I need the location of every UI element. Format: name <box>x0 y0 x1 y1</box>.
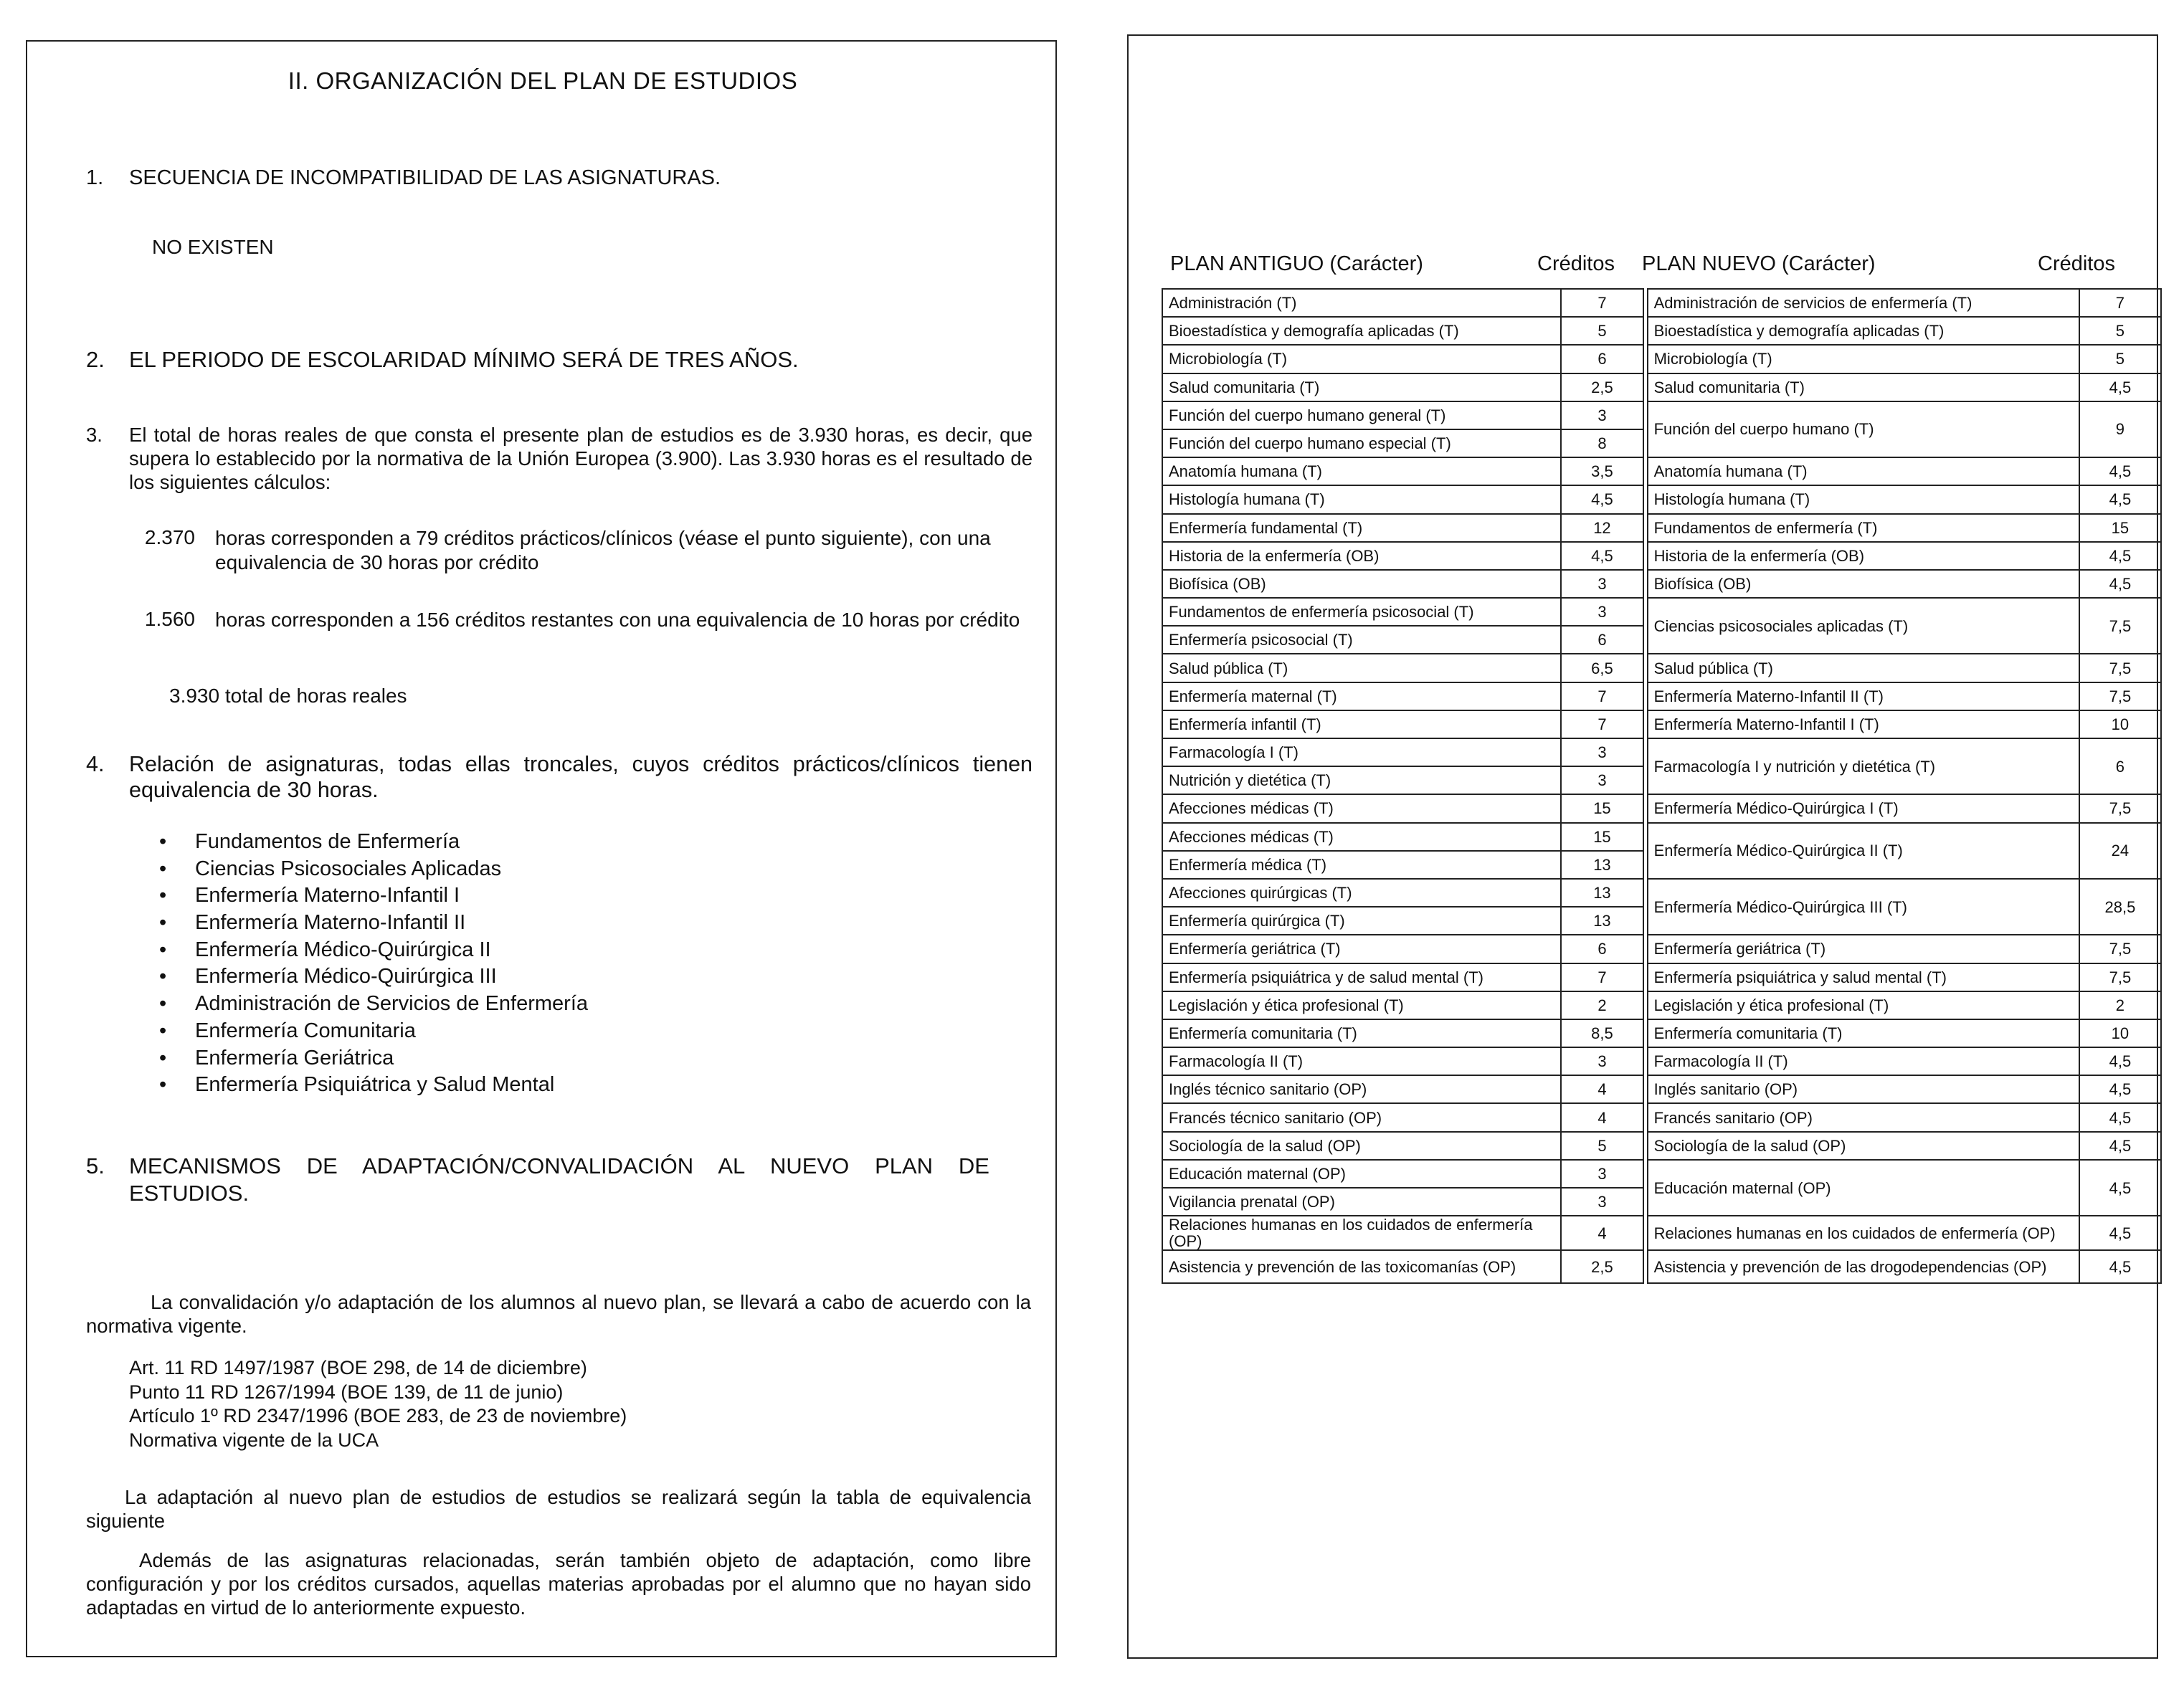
new-subject-cell: Farmacología II (T) <box>1648 1047 2079 1075</box>
old-subject-cell: Biofísica (OB) <box>1162 570 1561 598</box>
old-credits-cell: 2,5 <box>1561 373 1643 401</box>
table-row <box>1162 794 2161 822</box>
equivalence-table <box>1162 288 2162 1284</box>
norm-item: Art. 11 RD 1497/1987 (BOE 298, de 14 de diciembre) <box>129 1357 587 1378</box>
new-subject-cell: Educación maternal (OP) <box>1648 1160 2079 1216</box>
old-credits-cell: 3 <box>1561 766 1643 794</box>
calc-2-hours: 1.560 <box>144 608 195 630</box>
column-gap <box>1643 851 1648 879</box>
column-gap <box>1643 626 1648 654</box>
old-credits-cell: 3 <box>1561 570 1643 598</box>
table-row <box>1162 317 2161 345</box>
new-subject-cell: Enfermería Médico-Quirúrgica I (T) <box>1648 794 2079 822</box>
old-subject-cell: Microbiología (T) <box>1162 345 1561 373</box>
section-text: MECANISMOS DE ADAPTACIÓN/CONVALIDACIÓN AL NUEVO PLAN DE ESTUDIOS. <box>129 1153 989 1206</box>
old-credits-cell: 7 <box>1561 289 1643 317</box>
table-row <box>1162 514 2161 542</box>
new-subject-cell: Francés sanitario (OP) <box>1648 1103 2079 1131</box>
new-credits-cell: 4,5 <box>2079 542 2161 570</box>
old-subject-cell: Función del cuerpo humano general (T) <box>1162 401 1561 429</box>
table-row <box>1162 485 2161 513</box>
new-credits-cell: 4,5 <box>2079 570 2161 598</box>
new-credits-cell: 10 <box>2079 710 2161 738</box>
new-credits-cell: 28,5 <box>2079 879 2161 935</box>
table-row <box>1162 1103 2161 1131</box>
new-credits-cell: 2 <box>2079 991 2161 1019</box>
new-credits-cell: 7,5 <box>2079 963 2161 991</box>
new-subject-cell: Salud pública (T) <box>1648 654 2079 682</box>
table-row <box>1162 935 2161 963</box>
new-subject-cell: Anatomía humana (T) <box>1648 457 2079 485</box>
table-row <box>1162 373 2161 401</box>
new-subject-cell: Enfermería comunitaria (T) <box>1648 1019 2079 1047</box>
convalidation-paragraph: La convalidación y/o adaptación de los alumnos al nuevo plan, se llevará a cabo de acuerdo con la normativa vigente. <box>86 1291 1031 1337</box>
old-subject-cell: Enfermería psiquiátrica y de salud mental (T) <box>1162 963 1561 991</box>
additional-paragraph: Además de las asignaturas relacionadas, serán también objeto de adaptación, como libre configuración y por los créditos cursados, aquellas materias aprobadas por el alumno que no hayan sido adaptadas en virtud de lo anteriormente expuesto. <box>86 1549 1031 1619</box>
old-credits-cell: 3,5 <box>1561 457 1643 485</box>
old-subject-cell: Nutrición y dietética (T) <box>1162 766 1561 794</box>
new-credits-cell: 7,5 <box>2079 935 2161 963</box>
calc-2-text: horas corresponden a 156 créditos restantes con una equivalencia de 10 horas por crédito <box>215 609 1020 631</box>
list-item: • Enfermería Médico-Quirúrgica II <box>159 937 588 964</box>
column-gap <box>1643 1188 1648 1216</box>
new-credits-cell: 4,5 <box>2079 1216 2161 1250</box>
new-credits-cell: 4,5 <box>2079 1047 2161 1075</box>
old-plan-header: PLAN ANTIGUO (Carácter) <box>1170 252 1423 275</box>
new-credits-cell: 4,5 <box>2079 1103 2161 1131</box>
old-credits-cell: 2 <box>1561 991 1643 1019</box>
old-credits-cell: 6 <box>1561 626 1643 654</box>
old-credits-cell: 4 <box>1561 1103 1643 1131</box>
section-text: El total de horas reales de que consta el presente plan de estudios es de 3.930 horas, es decir, que supera lo establecido por la normativa de la Unión Europea (3.900). Las 3.930 horas es el resultado de los siguientes cálculos: <box>129 424 1032 493</box>
new-credits-cell: 7,5 <box>2079 654 2161 682</box>
new-subject-cell: Enfermería Materno-Infantil I (T) <box>1648 710 2079 738</box>
new-subject-cell: Función del cuerpo humano (T) <box>1648 401 2079 457</box>
old-credits-cell: 3 <box>1561 1188 1643 1216</box>
old-subject-cell: Salud comunitaria (T) <box>1162 373 1561 401</box>
new-plan-header: PLAN NUEVO (Carácter) <box>1642 252 1876 275</box>
list-item: • Enfermería Geriátrica <box>159 1045 588 1072</box>
new-credits-cell: 7 <box>2079 289 2161 317</box>
adaptation-paragraph: La adaptación al nuevo plan de estudios de estudios se realizará según la tabla de equivalencia siguiente <box>86 1486 1031 1532</box>
old-subject-cell: Sociología de la salud (OP) <box>1162 1132 1561 1160</box>
section-text: SECUENCIA DE INCOMPATIBILIDAD DE LAS ASIGNATURAS. <box>129 166 721 189</box>
table-row <box>1162 1132 2161 1160</box>
list-item: • Enfermería Médico-Quirúrgica III <box>159 963 588 991</box>
old-credits-cell: 15 <box>1561 794 1643 822</box>
old-credits-cell: 6,5 <box>1561 654 1643 682</box>
old-subject-cell: Enfermería comunitaria (T) <box>1162 1019 1561 1047</box>
list-item: • Administración de Servicios de Enfermería <box>159 991 588 1018</box>
page-title: II. ORGANIZACIÓN DEL PLAN DE ESTUDIOS <box>288 67 798 94</box>
old-subject-cell: Farmacología II (T) <box>1162 1047 1561 1075</box>
old-credits-cell: 4 <box>1561 1075 1643 1103</box>
table-row <box>1162 457 2161 485</box>
table-row <box>1162 1216 2161 1250</box>
new-subject-cell: Administración de servicios de enfermería (T) <box>1648 289 2079 317</box>
new-subject-cell: Microbiología (T) <box>1648 345 2079 373</box>
old-subject-cell: Bioestadística y demografía aplicadas (T) <box>1162 317 1561 345</box>
new-credits-cell: 4,5 <box>2079 1132 2161 1160</box>
section-text: Relación de asignaturas, todas ellas troncales, cuyos créditos prácticos/clínicos tienen equivalencia de 30 horas. <box>129 752 1032 802</box>
calc-1-text: horas corresponden a 79 créditos prácticos/clínicos (véase el punto siguiente), con una equivalencia de 30 horas por crédito <box>215 527 991 573</box>
old-credits-cell: 3 <box>1561 598 1643 626</box>
list-item: • Enfermería Psiquiátrica y Salud Mental <box>159 1072 588 1099</box>
old-credits-cell: 4,5 <box>1561 485 1643 513</box>
old-credits-cell: 13 <box>1561 907 1643 935</box>
new-subject-cell: Relaciones humanas en los cuidados de enfermería (OP) <box>1648 1216 2079 1250</box>
norms-list <box>129 1356 627 1452</box>
table-row <box>1162 823 2161 851</box>
old-credits-cell: 8 <box>1561 429 1643 457</box>
list-item: • Enfermería Comunitaria <box>159 1018 588 1045</box>
old-subject-cell: Educación maternal (OP) <box>1162 1160 1561 1188</box>
old-credits-cell: 8,5 <box>1561 1019 1643 1047</box>
new-credits-cell: 5 <box>2079 317 2161 345</box>
norm-item: Punto 11 RD 1267/1994 (BOE 139, de 11 de junio) <box>129 1381 564 1403</box>
new-credits-cell: 15 <box>2079 514 2161 542</box>
old-credits-cell: 7 <box>1561 710 1643 738</box>
table-row <box>1162 345 2161 373</box>
new-credits-cell: 24 <box>2079 823 2161 879</box>
norm-item: Artículo 1º RD 2347/1996 (BOE 283, de 23 de noviembre) <box>129 1405 627 1426</box>
old-credits-cell: 3 <box>1561 401 1643 429</box>
old-subject-cell: Enfermería fundamental (T) <box>1162 514 1561 542</box>
total-hours-text: 3.930 total de horas reales <box>169 685 407 707</box>
new-subject-cell: Enfermería geriátrica (T) <box>1648 935 2079 963</box>
no-existen-text: NO EXISTEN <box>152 236 274 258</box>
old-subject-cell: Administración (T) <box>1162 289 1561 317</box>
old-credits-cell: 13 <box>1561 851 1643 879</box>
new-credits-cell: 5 <box>2079 345 2161 373</box>
list-item: • Ciencias Psicosociales Aplicadas <box>159 856 588 883</box>
old-credits-cell: 13 <box>1561 879 1643 907</box>
section-number: 2. <box>86 347 105 372</box>
right-page <box>1127 34 2158 1659</box>
old-subject-cell: Salud pública (T) <box>1162 654 1561 682</box>
new-subject-cell: Inglés sanitario (OP) <box>1648 1075 2079 1103</box>
list-item: • Enfermería Materno-Infantil I <box>159 882 588 910</box>
new-subject-cell: Ciencias psicosociales aplicadas (T) <box>1648 598 2079 654</box>
new-credits-cell: 4,5 <box>2079 457 2161 485</box>
old-subject-cell: Afecciones quirúrgicas (T) <box>1162 879 1561 907</box>
new-credits-cell: 7,5 <box>2079 794 2161 822</box>
list-item: • Enfermería Materno-Infantil II <box>159 910 588 937</box>
old-subject-cell: Fundamentos de enfermería psicosocial (T) <box>1162 598 1561 626</box>
old-credits-cell: 4 <box>1561 1216 1643 1250</box>
old-credits-cell: 15 <box>1561 823 1643 851</box>
new-credits-cell: 10 <box>2079 1019 2161 1047</box>
old-subject-cell: Afecciones médicas (T) <box>1162 794 1561 822</box>
new-subject-cell: Histología humana (T) <box>1648 485 2079 513</box>
new-subject-cell: Enfermería Médico-Quirúrgica III (T) <box>1648 879 2079 935</box>
new-subject-cell: Bioestadística y demografía aplicadas (T) <box>1648 317 2079 345</box>
new-credits-cell: 4,5 <box>2079 1160 2161 1216</box>
new-credits-header: Créditos <box>2038 252 2115 275</box>
calc-1-hours: 2.370 <box>144 526 195 548</box>
new-subject-cell: Biofísica (OB) <box>1648 570 2079 598</box>
new-credits-cell: 4,5 <box>2079 373 2161 401</box>
table-row <box>1162 570 2161 598</box>
section-number: 1. <box>86 166 104 189</box>
column-gap <box>1643 907 1648 935</box>
old-subject-cell: Anatomía humana (T) <box>1162 457 1561 485</box>
new-subject-cell: Enfermería Materno-Infantil II (T) <box>1648 682 2079 710</box>
table-row <box>1162 542 2161 570</box>
old-subject-cell: Asistencia y prevención de las toxicomanías (OP) <box>1162 1250 1561 1283</box>
old-subject-cell: Afecciones médicas (T) <box>1162 823 1561 851</box>
old-credits-cell: 6 <box>1561 345 1643 373</box>
new-subject-cell: Historia de la enfermería (OB) <box>1648 542 2079 570</box>
old-credits-cell: 12 <box>1561 514 1643 542</box>
old-subject-cell: Enfermería psicosocial (T) <box>1162 626 1561 654</box>
old-subject-cell: Inglés técnico sanitario (OP) <box>1162 1075 1561 1103</box>
new-credits-cell: 9 <box>2079 401 2161 457</box>
left-page <box>26 40 1057 1657</box>
old-subject-cell: Legislación y ética profesional (T) <box>1162 991 1561 1019</box>
new-credits-cell: 7,5 <box>2079 682 2161 710</box>
old-credits-cell: 4,5 <box>1561 542 1643 570</box>
old-credits-header: Créditos <box>1537 252 1615 275</box>
list-item: • Fundamentos de Enfermería <box>159 829 588 856</box>
section-number: 5. <box>86 1153 105 1178</box>
table-row <box>1162 879 2161 907</box>
new-subject-cell: Sociología de la salud (OP) <box>1648 1132 2079 1160</box>
new-subject-cell: Asistencia y prevención de las drogodependencias (OP) <box>1648 1250 2079 1283</box>
new-credits-cell: 4,5 <box>2079 485 2161 513</box>
table-row <box>1162 401 2161 429</box>
old-credits-cell: 3 <box>1561 1047 1643 1075</box>
old-subject-cell: Francés técnico sanitario (OP) <box>1162 1103 1561 1131</box>
old-subject-cell: Relaciones humanas en los cuidados de enfermería (OP) <box>1162 1216 1561 1250</box>
old-credits-cell: 6 <box>1561 935 1643 963</box>
old-subject-cell: Vigilancia prenatal (OP) <box>1162 1188 1561 1216</box>
new-credits-cell: 6 <box>2079 738 2161 794</box>
norm-item: Normativa vigente de la UCA <box>129 1429 379 1451</box>
practical-subjects-list <box>159 829 588 1099</box>
table-row <box>1162 710 2161 738</box>
table-row <box>1162 682 2161 710</box>
old-subject-cell: Función del cuerpo humano especial (T) <box>1162 429 1561 457</box>
old-credits-cell: 5 <box>1561 1132 1643 1160</box>
table-row <box>1162 1047 2161 1075</box>
column-gap <box>1643 429 1648 457</box>
table-row <box>1162 738 2161 766</box>
section-text: EL PERIODO DE ESCOLARIDAD MÍNIMO SERÁ DE TRES AÑOS. <box>129 347 799 372</box>
old-credits-cell: 5 <box>1561 317 1643 345</box>
old-credits-cell: 3 <box>1561 1160 1643 1188</box>
old-credits-cell: 7 <box>1561 963 1643 991</box>
old-credits-cell: 3 <box>1561 738 1643 766</box>
column-gap <box>1643 766 1648 794</box>
table-row <box>1162 289 2161 317</box>
old-credits-cell: 2,5 <box>1561 1250 1643 1283</box>
old-credits-cell: 7 <box>1561 682 1643 710</box>
section-number: 3. <box>86 424 103 446</box>
old-subject-cell: Histología humana (T) <box>1162 485 1561 513</box>
table-row <box>1162 1160 2161 1188</box>
table-row <box>1162 1075 2161 1103</box>
new-subject-cell: Enfermería Médico-Quirúrgica II (T) <box>1648 823 2079 879</box>
old-subject-cell: Enfermería maternal (T) <box>1162 682 1561 710</box>
new-credits-cell: 7,5 <box>2079 598 2161 654</box>
table-row <box>1162 991 2161 1019</box>
new-credits-cell: 4,5 <box>2079 1075 2161 1103</box>
table-row <box>1162 1019 2161 1047</box>
old-subject-cell: Farmacología I (T) <box>1162 738 1561 766</box>
new-subject-cell: Farmacología I y nutrición y dietética (T) <box>1648 738 2079 794</box>
table-row <box>1162 963 2161 991</box>
table-row <box>1162 654 2161 682</box>
table-row <box>1162 1250 2161 1283</box>
old-subject-cell: Enfermería infantil (T) <box>1162 710 1561 738</box>
new-subject-cell: Legislación y ética profesional (T) <box>1648 991 2079 1019</box>
new-subject-cell: Enfermería psiquiátrica y salud mental (T) <box>1648 963 2079 991</box>
old-subject-cell: Enfermería quirúrgica (T) <box>1162 907 1561 935</box>
new-credits-cell: 4,5 <box>2079 1250 2161 1283</box>
section-number: 4. <box>86 752 105 776</box>
old-subject-cell: Enfermería médica (T) <box>1162 851 1561 879</box>
old-subject-cell: Enfermería geriátrica (T) <box>1162 935 1561 963</box>
new-subject-cell: Fundamentos de enfermería (T) <box>1648 514 2079 542</box>
old-subject-cell: Historia de la enfermería (OB) <box>1162 542 1561 570</box>
new-subject-cell: Salud comunitaria (T) <box>1648 373 2079 401</box>
table-row <box>1162 598 2161 626</box>
